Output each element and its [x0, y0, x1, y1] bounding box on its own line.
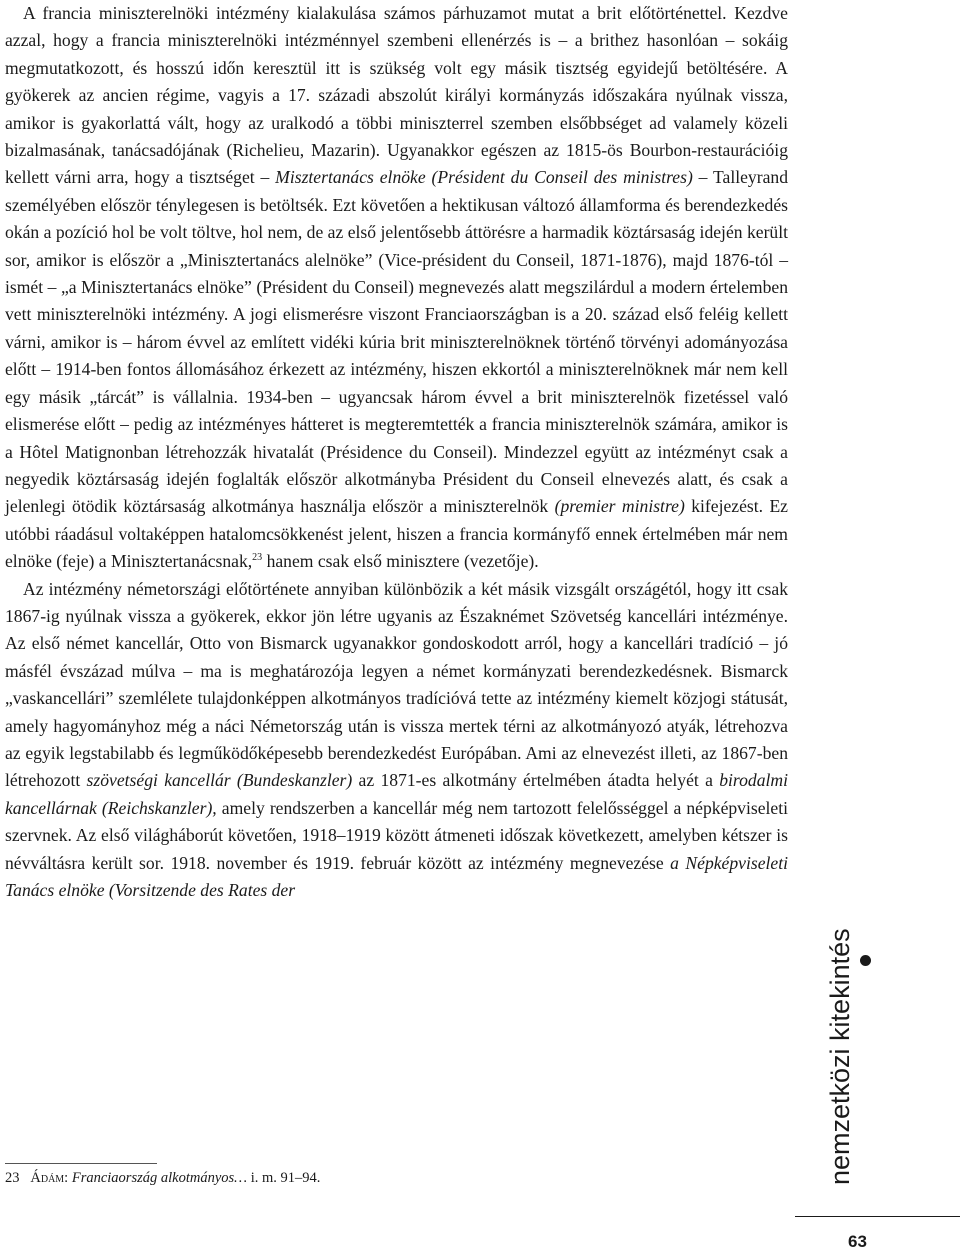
emphasis-text: Misztertanács elnöke (Président du Conseil des ministres): [275, 167, 693, 188]
footnote-author: Ádám:: [30, 1170, 69, 1186]
paragraph-text: hanem csak első minisztere (vezetője).: [262, 551, 539, 572]
paragraph-text: amely rendszerben a kancellár még nem tartozott felelősséggel a népképviseleti szervnek. Az első világháborút követően, 1918–1919 között átmeneti időszak következett, amelyben kétszer is névváltásra került sor. 1918. november és 1919. február között az intézmény megnevezése: [5, 797, 788, 873]
bullet-dot-icon: [860, 955, 871, 966]
page-number: 63: [848, 1232, 867, 1251]
paragraph-germany: [5, 576, 788, 905]
footnote-reference[interactable]: 23: [252, 552, 263, 564]
footnote-title: Franciaország alkotmányos…: [71, 1170, 248, 1186]
body-text: [5, 0, 788, 904]
emphasis-text: birodalmi kancellárnak (Reichskanzler),: [5, 770, 788, 818]
page-number-rule: [795, 1216, 960, 1217]
paragraph-text: A francia miniszterelnöki intézmény kialakulása számos párhuzamot mutat a brit előtörténettel. Kezdve azzal, hogy a francia miniszterelnöki intézménnyel szembeni ellenérzés is – a brithez hasonlóan – sokáig megmutatkozott, és hosszú időn keresztül itt is szükség volt egy másik tisztség egyidejű betöltésére. A gyökerek az ancien régime, vagyis a 17. századi abszolút királyi kormányzás időszakára nyúlnak vissza, amikor is gyakorlattá vált, hogy az uralkodó a többi miniszterrel szemben elsőbbséget ad valamely közeli bizalmasának, tanácsadójának (Richelieu, Mazarin). Ugyanakkor egészen az 1815-ös Bourbon-restaurációig kellett várni arra, hogy a tisztséget –: [5, 3, 788, 188]
emphasis-text: szövetségi kancellár (Bundeskanzler): [86, 770, 353, 791]
paragraph-text: az 1871-es alkotmány értelmében átadta helyét a: [352, 770, 720, 791]
footnote-number: 23: [5, 1170, 20, 1186]
paragraph-text: Az intézmény németországi előtörténete annyiban különbözik a két másik vizsgált országétól, hogy itt csak 1867-ig nyúlnak vissza a gyökerek, ekkor jön létre ugyanis az Északnémet Szövetség kancellári intézménye. Az első német kancellár, Otto von Bismarck ugyanakkor gondoskodott arról, hogy a kancellári tradíció – jó másfél évszázad múlva – ma is meghatározója legyen a német kormányzati berendezkedésnek. Bismarck „vaskancellári” szemlélete tulajdonképpen alkotmányos tradícióvá tette az intézmény kiemelt közjogi státusát, amely hagyományhoz még a náci Németország után is vissza mertek térni az alkotmányozó atyák, létrehozva az egyik legstabilabb és legműködőképesebb berendezkedést Európában. Ami az elnevezést illeti, az 1867-ben létrehozott: [5, 578, 788, 791]
section-label: nemzetközi kitekintés: [825, 928, 855, 1185]
paragraph-text: kifejezést. Ez utóbbi ráadásul voltaképpen hatalomcsökkenést jelent, hiszen a francia kormányfő ennek értelmében már nem elnöke (feje) a Minisztertanácsnak,: [5, 496, 788, 572]
footnote-divider: [5, 1163, 157, 1164]
emphasis-text: a Népképviseleti Tanács elnöke (Vorsitzende des Rates der: [5, 852, 788, 900]
paragraph-france: [5, 0, 788, 576]
footnote-rest: i. m. 91–94.: [247, 1170, 321, 1186]
paragraph-text: – Talleyrand személyében először ténylegesen is betöltsék. Ezt követően a hektikusan változó államforma és berendezkedés okán a pozíció hol be volt töltve, hol nem, de az első jelentősebb áttörésre a harmadik köztársaság idején került sor, amikor is először a „Minisztertanács alelnöke” (Vice-président du Conseil, 1871-1876), majd 1876-tól – ismét – „a Minisztertanács elnöke” (Président du Conseil) megnevezés alatt megszilárdul a modern értelemben vett miniszterelnöki intézmény. A jogi elismerésre viszont Franciaországban is a 20. század első feléig kellett várni, amikor is – három évvel az említett vidéki kúria brit miniszterelnöknek történő törvényi adományozása előtt – 1914-ben fontos állomásához érkezett az intézmény, hiszen ekkortól a miniszterelnöknek már nem kell egy másik „tárcát” is vállalnia. 1934-ben – ugyancsak három évvel a brit miniszterelnök fizetéssel való elismerése előtt – pedig az intézményes hátteret is megteremtették a francia miniszterelnök számára, amikor is a Hôtel Matignonban létrehozzák hivatalát (Présidence du Conseil). Mindezzel együtt az intézményt csak a negyedik köztársaság idején foglalták először alkotmányba Président du Conseil elnevezés alatt, és csak a jelenlegi ötödik köztársaság alkotmánya használja először a miniszterelnök: [5, 167, 788, 517]
footnote: [5, 1168, 705, 1188]
emphasis-text: (premier ministre): [554, 496, 685, 517]
